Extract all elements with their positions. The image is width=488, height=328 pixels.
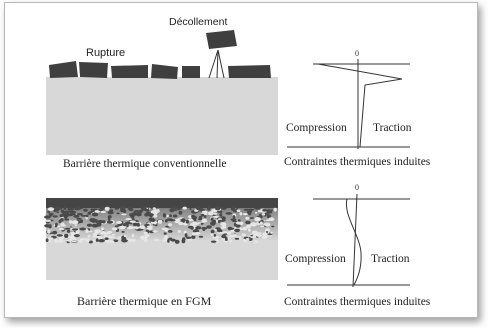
- fgm-particle: [147, 234, 150, 237]
- fgm-particle: [164, 232, 167, 235]
- fgm-particle: [71, 231, 75, 235]
- fgm-particle: [211, 233, 214, 236]
- fgm-particle: [229, 235, 235, 237]
- fgm-particle: [221, 236, 226, 238]
- traction-label-bottom: Traction: [371, 253, 410, 265]
- fgm-particle: [224, 241, 228, 243]
- fgm-particle: [203, 209, 206, 211]
- fgm-particle: [107, 231, 112, 233]
- compression-label-bottom: Compression: [285, 253, 346, 265]
- fgm-particle: [266, 231, 269, 233]
- fgm-particle: [49, 214, 52, 217]
- fgm-particle: [211, 241, 217, 243]
- fgm-particle: [260, 226, 264, 228]
- fgm-particle: [60, 216, 63, 218]
- fgm-particle: [271, 210, 274, 212]
- fgm-particle: [274, 208, 277, 212]
- fgm-particle: [236, 222, 242, 225]
- fgm-particle: [131, 213, 138, 216]
- zero-label-top: 0: [355, 49, 359, 58]
- fgm-particle: [55, 223, 58, 227]
- fgm-particle: [72, 220, 79, 224]
- fgm-particle: [245, 221, 250, 224]
- fgm-particle: [181, 218, 186, 222]
- fgm-particle: [243, 213, 248, 215]
- coating-block: [151, 64, 178, 79]
- fgm-particle: [196, 206, 200, 210]
- fgm-particle: [256, 234, 262, 237]
- fgm-particle: [221, 239, 225, 241]
- fgm-barrier-illustration: [44, 198, 278, 280]
- fgm-particle: [153, 214, 157, 217]
- fgm-particle: [222, 231, 228, 233]
- fgm-particle: [167, 239, 170, 243]
- fgm-particle: [186, 220, 189, 224]
- fgm-particle: [235, 225, 240, 228]
- fgm-particle: [48, 240, 51, 242]
- fgm-particle: [186, 237, 191, 240]
- fgm-particle: [178, 222, 183, 225]
- fgm-particle: [76, 218, 81, 220]
- fgm-particle: [72, 228, 78, 230]
- fgm-particle: [101, 227, 104, 231]
- fgm-particle: [204, 215, 206, 218]
- fgm-particle: [48, 207, 54, 211]
- fgm-particle: [59, 228, 65, 230]
- fgm-particle: [222, 225, 226, 229]
- fgm-particle: [198, 222, 202, 224]
- fgm-particle: [93, 224, 98, 228]
- fgm-particle: [175, 240, 180, 244]
- fgm-particle: [178, 208, 182, 210]
- fgm-particle: [178, 230, 181, 233]
- fgm-particle: [126, 223, 128, 227]
- fgm-particle: [68, 213, 74, 216]
- fgm-particle: [116, 237, 121, 239]
- stress-profile-conventional: [287, 59, 410, 149]
- stress-curve: [318, 64, 402, 147]
- fgm-particle: [230, 218, 236, 220]
- fgm-particle: [254, 208, 261, 210]
- fgm-particle: [91, 209, 95, 212]
- fgm-particle: [60, 218, 64, 221]
- fgm-particle: [254, 217, 261, 221]
- fgm-particle: [64, 213, 69, 217]
- thermal-barrier-diagram: [5, 3, 477, 317]
- coating-blocks: [49, 30, 271, 79]
- fgm-particle: [195, 228, 197, 232]
- coating-block: [49, 61, 78, 78]
- fgm-particle: [124, 235, 127, 237]
- fgm-particle: [185, 233, 188, 237]
- fgm-particle: [77, 213, 83, 216]
- fgm-particle: [153, 209, 160, 213]
- caption-stress-top: Contraintes thermiques induites: [284, 156, 431, 168]
- fgm-particle: [154, 239, 159, 242]
- fgm-particle: [98, 209, 103, 211]
- fgm-particle: [229, 240, 232, 242]
- fgm-particle: [144, 213, 149, 217]
- fgm-particle: [213, 216, 219, 218]
- fgm-particle: [255, 212, 257, 214]
- fgm-particle: [65, 211, 72, 213]
- fgm-particle: [92, 213, 99, 217]
- fgm-particle: [248, 229, 251, 232]
- fgm-particle: [86, 239, 89, 242]
- fgm-particle: [48, 237, 54, 239]
- fgm-particle: [122, 231, 125, 233]
- fgm-particle: [244, 209, 249, 211]
- fgm-particle: [141, 207, 146, 210]
- fgm-particle: [158, 220, 163, 224]
- fgm-particle: [203, 228, 206, 231]
- fgm-particle: [218, 218, 223, 220]
- fgm-particle: [192, 216, 197, 220]
- fgm-particle: [123, 206, 126, 210]
- fgm-particle: [258, 210, 261, 212]
- fgm-particle: [123, 223, 126, 226]
- coating-block: [111, 65, 148, 78]
- fgm-particle: [153, 207, 156, 210]
- fgm-particle: [75, 225, 78, 227]
- fgm-particle: [144, 238, 148, 242]
- fgm-particle: [130, 220, 136, 222]
- fgm-particle: [188, 239, 192, 241]
- fgm-particle: [201, 214, 205, 217]
- fgm-particle: [65, 228, 71, 230]
- fgm-particle: [105, 237, 109, 240]
- fgm-particle: [189, 208, 192, 210]
- fgm-particle: [218, 220, 221, 223]
- fgm-particle: [128, 207, 133, 210]
- fgm-particle: [193, 221, 197, 223]
- fgm-particle: [121, 214, 126, 216]
- fgm-particle: [183, 207, 187, 210]
- fgm-particle: [262, 235, 267, 239]
- detachment-lines: [209, 50, 224, 78]
- fgm-particle: [47, 229, 51, 233]
- compression-label-top: Compression: [286, 122, 347, 134]
- fgm-particle: [184, 231, 187, 234]
- zero-label-bottom: 0: [355, 183, 359, 192]
- fgm-particle: [80, 219, 83, 223]
- caption-stress-bottom: Contraintes thermiques induites: [284, 296, 431, 308]
- fgm-particle: [67, 230, 70, 233]
- fgm-particle: [179, 211, 183, 215]
- fgm-particle: [198, 218, 202, 220]
- fgm-particle: [208, 211, 214, 215]
- fgm-particle: [52, 231, 57, 235]
- coating-block: [228, 65, 271, 78]
- fgm-particle: [83, 209, 88, 212]
- fgm-particle: [59, 237, 63, 241]
- fgm-particle: [262, 209, 266, 212]
- fgm-particle: [265, 212, 269, 215]
- fgm-particle: [101, 211, 106, 213]
- fgm-particle: [116, 221, 122, 224]
- fgm-particle: [239, 212, 242, 215]
- fgm-particle: [108, 218, 111, 221]
- fgm-top-layer: [46, 198, 278, 208]
- fgm-particle: [250, 222, 257, 226]
- fgm-particle: [119, 226, 126, 230]
- zero-axis: [353, 194, 357, 287]
- fgm-particle: [132, 234, 135, 238]
- fgm-particle: [147, 226, 153, 228]
- fgm-particle: [242, 234, 246, 237]
- fgm-particle: [270, 232, 273, 234]
- fgm-particle: [216, 206, 221, 210]
- fgm-particle: [58, 240, 64, 243]
- fgm-particle: [63, 206, 66, 210]
- fgm-particle: [54, 239, 58, 243]
- fgm-particle: [232, 220, 237, 222]
- fgm-particle: [165, 219, 168, 222]
- fgm-particle: [268, 217, 274, 221]
- fgm-particle: [254, 240, 258, 243]
- fgm-particle: [64, 234, 68, 238]
- fgm-particle: [221, 208, 227, 210]
- fgm-particle: [89, 218, 95, 222]
- detached-block: [206, 30, 237, 49]
- fgm-particle: [207, 207, 210, 210]
- fgm-particle: [108, 211, 114, 214]
- fgm-particle: [218, 211, 223, 214]
- fgm-particle: [94, 229, 100, 233]
- fgm-particle: [98, 239, 105, 242]
- fgm-particle: [173, 215, 178, 218]
- fgm-particle: [56, 211, 59, 213]
- fgm-particle: [227, 233, 231, 235]
- fgm-particle: [194, 232, 201, 235]
- fgm-particle: [64, 218, 69, 220]
- fgm-particle: [117, 213, 120, 215]
- fgm-particle: [81, 215, 87, 217]
- coating-block: [182, 66, 200, 78]
- fgm-particle: [137, 223, 140, 227]
- fgm-particle: [201, 223, 204, 225]
- fgm-particle: [67, 239, 72, 242]
- fgm-particle: [214, 234, 216, 237]
- fgm-particle: [252, 231, 258, 235]
- fgm-particle: [202, 211, 208, 214]
- fgm-particle: [235, 238, 240, 240]
- fgm-particle: [93, 233, 98, 236]
- fgm-particle: [44, 224, 50, 227]
- fgm-particle: [219, 213, 222, 216]
- fgm-particle: [213, 236, 220, 239]
- fgm-particle: [115, 225, 119, 227]
- fgm-particle: [87, 224, 93, 227]
- fgm-particle: [88, 235, 91, 238]
- fgm-particle: [105, 207, 110, 211]
- fgm-particle: [182, 239, 186, 243]
- fgm-particle: [45, 220, 51, 222]
- fgm-particle: [58, 207, 62, 209]
- fgm-particle: [217, 228, 221, 232]
- fgm-particle: [77, 206, 80, 210]
- fgm-particle: [107, 221, 113, 224]
- fgm-particle: [67, 207, 74, 210]
- fgm-particle: [264, 223, 270, 227]
- figure-frame: [4, 2, 478, 318]
- fgm-particle: [202, 219, 207, 222]
- fgm-particle: [79, 240, 83, 243]
- fgm-particle: [58, 234, 63, 237]
- fgm-particle: [250, 217, 254, 219]
- fgm-particle: [169, 214, 172, 217]
- fgm-particle: [112, 227, 118, 230]
- fgm-particle: [213, 213, 218, 215]
- fgm-particle: [126, 238, 129, 240]
- fgm-particle: [79, 228, 86, 231]
- fgm-particle: [131, 239, 136, 242]
- fgm-particle: [229, 228, 235, 230]
- fgm-particle: [95, 219, 98, 223]
- fgm-particle: [211, 230, 215, 234]
- fgm-particle: [267, 210, 270, 212]
- fgm-particle: [206, 225, 212, 228]
- traction-label-top: Traction: [373, 122, 412, 134]
- fgm-particle: [238, 219, 241, 222]
- fgm-particle: [110, 240, 115, 244]
- fgm-particle: [47, 211, 50, 213]
- fgm-particle: [244, 240, 247, 243]
- fgm-particle: [233, 215, 236, 219]
- fgm-particle: [139, 225, 145, 229]
- fgm-particle: [245, 217, 249, 220]
- fgm-particle: [271, 226, 274, 228]
- fgm-particle: [168, 223, 172, 227]
- fgm-particle: [143, 232, 147, 235]
- fgm-particle: [211, 218, 214, 221]
- fgm-particle: [152, 230, 157, 232]
- caption-conventional: Barrière thermique conventionnelle: [63, 158, 227, 170]
- fgm-particle: [260, 222, 263, 225]
- stress-profile-fgm: [287, 194, 410, 287]
- fgm-particle: [190, 227, 193, 229]
- fgm-particle: [170, 209, 175, 212]
- fgm-particle: [62, 224, 66, 226]
- fgm-particle: [237, 209, 241, 212]
- fgm-particle: [240, 228, 245, 230]
- fgm-particle: [226, 212, 233, 215]
- fgm-particle: [53, 215, 58, 217]
- fgm-particle: [96, 238, 99, 242]
- fgm-particle: [178, 218, 180, 222]
- fgm-particle: [46, 238, 49, 242]
- fgm-particle: [163, 213, 167, 217]
- fgm-particle: [115, 207, 118, 209]
- fgm-particle: [169, 219, 175, 221]
- rupture-label: Rupture: [86, 47, 126, 59]
- fgm-particle: [98, 220, 104, 223]
- fgm-particle: [191, 236, 195, 239]
- fgm-particle: [76, 230, 80, 234]
- fgm-particle: [64, 216, 68, 219]
- fgm-particle: [253, 235, 256, 238]
- caption-fgm: Barrière thermique en FGM: [77, 294, 212, 308]
- fgm-particle: [85, 229, 88, 233]
- fgm-particle: [164, 237, 168, 241]
- coating-block: [79, 62, 108, 78]
- fgm-particle: [150, 219, 155, 222]
- substrate-conventional: [46, 77, 278, 155]
- fgm-particle: [199, 236, 203, 238]
- decollement-label: Décollement: [169, 16, 228, 28]
- fgm-particle: [234, 229, 240, 233]
- fgm-particle: [100, 231, 106, 235]
- fgm-particle: [249, 209, 252, 213]
- fgm-particle: [246, 238, 250, 240]
- fgm-particle: [168, 230, 173, 233]
- fgm-particle: [125, 218, 132, 220]
- fgm-particle: [173, 207, 178, 209]
- fgm-particle: [213, 220, 216, 224]
- fgm-particle: [112, 234, 115, 236]
- conventional-barrier-illustration: [46, 16, 278, 170]
- fgm-particle: [74, 234, 80, 237]
